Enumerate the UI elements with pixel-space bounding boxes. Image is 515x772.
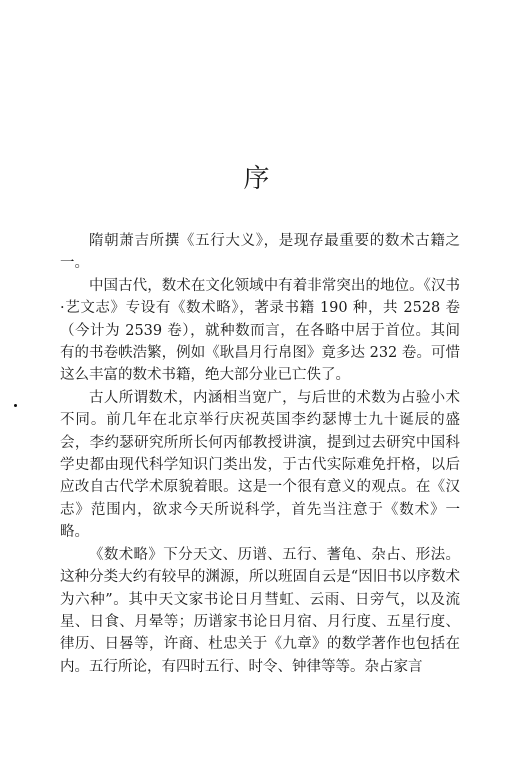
margin-mark bbox=[14, 404, 17, 407]
paragraph: 隋朝萧吉所撰《五行大义》，是现存最重要的数术古籍之一。 bbox=[60, 233, 460, 272]
page-title: 序 bbox=[243, 164, 272, 194]
preface-body bbox=[60, 230, 460, 678]
paragraph: 中国古代，数术在文化领域中有着非常突出的地位。《汉书·艺文志》专设有《数术略》，著录书籍 190 种，共 2528 卷（今计为 2539 卷），就种数而言，在各略中居于首位。其间有的书卷帙浩繁，例如《耿昌月行帛图》竟多达 232 卷。可惜这么丰富的数术书籍，绝大部分业已亡佚了。 bbox=[60, 277, 460, 384]
paragraph: 古人所谓数术，内涵相当宽广，与后世的术数为占验小术不同。前几年在北京举行庆祝英国李约瑟博士九十诞辰的盛会，李约瑟研究所所长何丙郁教授讲演，提到过去研究中国科学史都由现代科学知识门类出发，于古代实际难免扞格，以后应改自古代学术原貌着眼。这是一个很有意义的观点。在《汉志》范围内，欲求今天所说科学，首先当注意于《数术》一略。 bbox=[60, 389, 460, 541]
paragraph: 《数术略》下分天文、历谱、五行、蓍龟、杂占、形法。这种分类大约有较早的渊源，所以班固自云是“因旧书以序数术为六种”。其中天文家书论日月彗虹、云雨、日旁气，以及流星、日食、月晕等；历谱家书论日月宿、月行度、五星行度、律历、日晷等，许商、杜忠关于《九章》的数学著作也包括在内。五行所论，有四时五行、时令、钟律等等。杂占家言 bbox=[60, 546, 460, 675]
